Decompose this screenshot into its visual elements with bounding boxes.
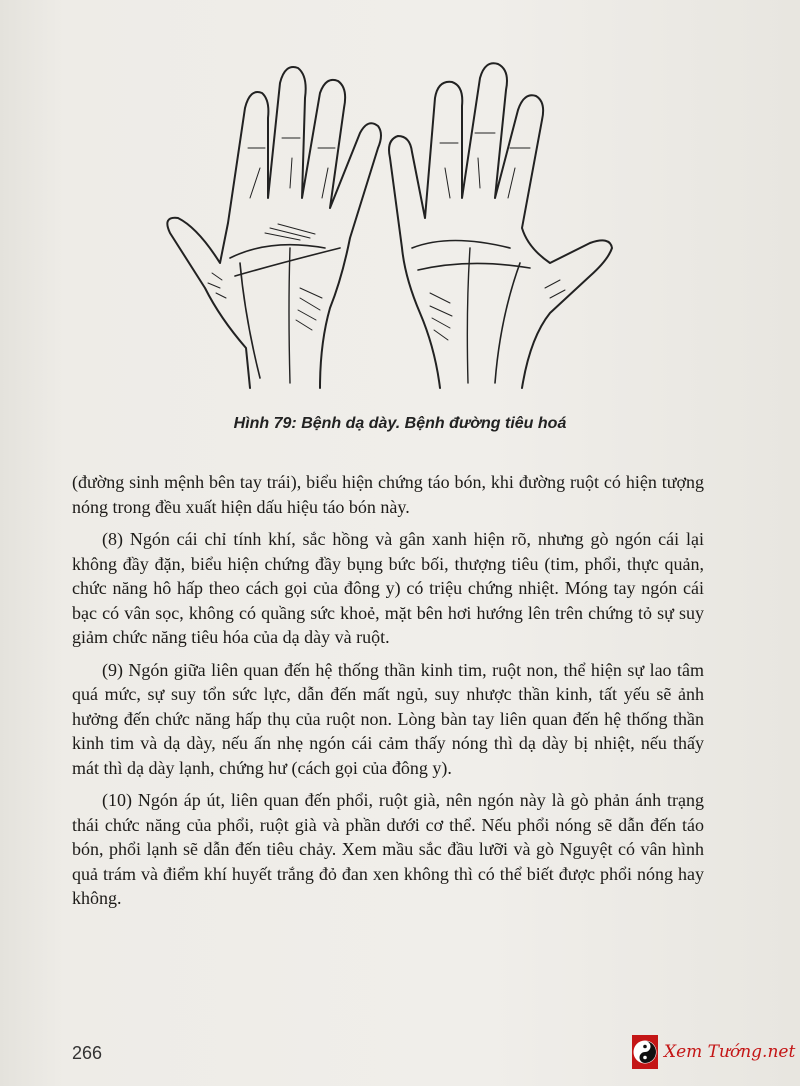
paragraph-item-10: (10) Ngón áp út, liên quan đến phổi, ruột già, nên ngón này là gò phản ánh trạng thái chức năng của phổi, ruột già và phần dưới cơ thể. Nếu phổi nóng sẽ dẫn đến táo bón, phổi lạnh sẽ dẫn đến tiêu chảy. Xem mầu sắc đầu lưỡi và gò Nguyệt có vân hình quả trám và điểm khí huyết trắng đỏ đan xen không thì có thể biết được phổi nóng hay không. (72, 790, 704, 908)
body-text (72, 470, 704, 919)
paragraph-continuation: (đường sinh mệnh bên tay trái), biểu hiện chứng táo bón, khi đường ruột có hiện tượng nóng trong đều xuất hiện dấu hiệu táo bón này. (72, 472, 704, 517)
two-hands-drawing (150, 48, 630, 408)
yin-yang-icon (632, 1035, 658, 1069)
watermark-text: Xem Tướng.net (664, 1042, 796, 1062)
page-number: 266 (72, 1043, 103, 1063)
left-hand-outline (167, 67, 381, 388)
palm-illustration (150, 48, 630, 408)
watermark-logo (632, 1034, 796, 1070)
paragraph-item-9: (9) Ngón giữa liên quan đến hệ thống thần kinh tim, ruột non, thể hiện sự lao tâm quá mức, sự suy tổn sức lực, dẫn đến mất ngủ, suy nhược thần kinh, tất yếu sẽ ảnh hưởng đến chức năng hấp thụ của ruột non. Lòng bàn tay liên quan đến hệ thống thần kinh tim và dạ dày, nếu ấn nhẹ ngón cái cảm thấy nóng thì dạ dày bị nhiệt, nếu thấy mát thì dạ dày lạnh, chứng hư (cách gọi của đông y). (72, 659, 704, 778)
figure-caption: Hình 79: Bệnh dạ dày. Bệnh đường tiêu hoá (233, 415, 567, 432)
paragraph-item-8: (8) Ngón cái chỉ tính khí, sắc hồng và gân xanh hiện rõ, nhưng gò ngón cái lại không đầy đặn, biểu hiện chứng đầy bụng bức bối, thượng tiêu (tim, phổi, thực quản, chức năng hô hấp theo cách gọi của đông y) có triệu chứng nhiệt. Móng tay ngón cái bạc có vân sọc, không có quầng sức khoẻ, mặt bên hơi hướng lên trên chứng tỏ sự suy giảm chức năng tiêu hóa của dạ dày và ruột. (72, 529, 704, 647)
right-hand-outline (389, 63, 612, 388)
